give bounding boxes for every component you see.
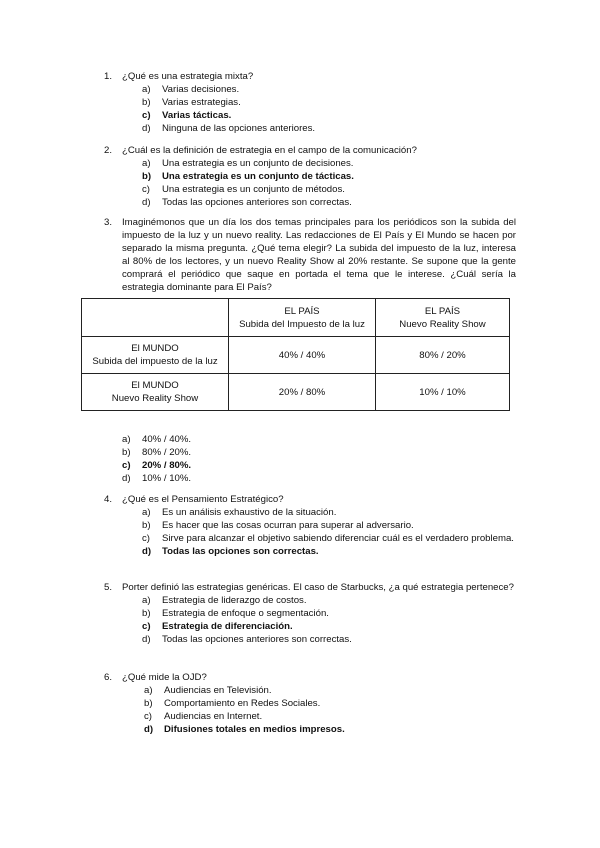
- option-d: d) Todas las opciones anteriores son correctas.: [142, 634, 352, 645]
- options-list: [142, 594, 516, 646]
- table-cell: 80% / 20%: [376, 337, 510, 374]
- table-col-header: EL PAÍS Subida del Impuesto de la luz: [229, 299, 376, 337]
- question-number: 2.: [104, 145, 113, 156]
- question-text: ¿Cuál es la definición de estrategia en el campo de la comunicación?: [122, 145, 417, 156]
- option-d-correct: d) Difusiones totales en medios impresos.: [144, 724, 345, 735]
- question-number: 1.: [104, 71, 113, 82]
- option-a: a) Es un análisis exhaustivo de la situación.: [142, 507, 337, 518]
- table-col-header: EL PAÍS Nuevo Reality Show: [376, 299, 510, 337]
- options-list: [142, 83, 516, 135]
- option-a: a) 40% / 40%.: [122, 434, 192, 445]
- option-d: d) Todas las opciones anteriores son correctas.: [142, 197, 352, 208]
- table-row-header: El MUNDO Subida del impuesto de la luz: [82, 337, 229, 374]
- option-c: c) Audiencias en Internet.: [144, 711, 263, 722]
- table-row: [82, 337, 510, 374]
- table-corner-cell: [82, 299, 229, 337]
- question-2: [104, 144, 516, 209]
- options-list: [142, 506, 516, 558]
- option-b: b) Es hacer que las cosas ocurran para superar al adversario.: [142, 520, 414, 531]
- question-6: [104, 671, 516, 736]
- option-d: d) Ninguna de las opciones anteriores.: [142, 123, 316, 134]
- table-row: [82, 374, 510, 411]
- option-b: b) Comportamiento en Redes Sociales.: [144, 698, 321, 709]
- option-d: d) 10% / 10%.: [122, 473, 192, 484]
- question-number: 6.: [104, 672, 113, 683]
- table-cell: 10% / 10%: [376, 374, 510, 411]
- question-number: 4.: [104, 494, 113, 505]
- table-cell: 20% / 80%: [229, 374, 376, 411]
- option-a: a) Estrategia de liderazgo de costos.: [142, 595, 307, 606]
- question-text: Imaginémonos que un día los dos temas principales para los periódicos son la subida del impuesto de la luz y un nuevo reality. Las redacciones de El País y El Mundo se hacen por separado la misma pregunta. ¿Qué tema elegir? La subida del impuesto de la luz, interesa al 80% de los lectores, y un nuevo Reality Show al 20% restante. Se supone que la gente comprará el periódico que saque en portada el tema que le interese. ¿Cuál sería la estrategia dominante para El País?: [122, 217, 516, 293]
- question-number: 5.: [104, 582, 113, 593]
- question-3-options: [104, 433, 516, 485]
- table-row-header: El MUNDO Nuevo Reality Show: [82, 374, 229, 411]
- question-5: [104, 581, 516, 646]
- option-c-correct: c) 20% / 80%.: [122, 460, 192, 471]
- option-c: c) Una estrategia es un conjunto de métodos.: [142, 184, 345, 195]
- question-3: [104, 216, 516, 294]
- question-text: ¿Qué es el Pensamiento Estratégico?: [122, 494, 284, 505]
- option-a: a) Audiencias en Televisión.: [144, 685, 272, 696]
- table-cell: 40% / 40%: [229, 337, 376, 374]
- options-list: [122, 433, 516, 485]
- question-text: ¿Qué mide la OJD?: [122, 672, 207, 683]
- option-d-correct: d) Todas las opciones son correctas.: [142, 546, 319, 557]
- option-c: c) Sirve para alcanzar el objetivo sabiendo diferenciar cuál es el verdadero problema.: [142, 533, 514, 544]
- option-b: b) 80% / 20%.: [122, 447, 192, 458]
- options-list: [142, 157, 516, 209]
- option-b: b) Estrategia de enfoque o segmentación.: [142, 608, 329, 619]
- question-1: [104, 70, 516, 135]
- table-header-row: [82, 299, 510, 337]
- question-text: ¿Qué es una estrategia mixta?: [122, 71, 254, 82]
- question-text: Porter definió las estrategias genéricas. El caso de Starbucks, ¿a qué estrategia pertenece?: [122, 582, 514, 593]
- question-4: [104, 493, 516, 558]
- question-number: 3.: [104, 217, 113, 228]
- option-c-correct: c) Varias tácticas.: [142, 110, 232, 121]
- options-list: [144, 684, 516, 736]
- option-b-correct: b) Una estrategia es un conjunto de tácticas.: [142, 171, 354, 182]
- option-a: a) Una estrategia es un conjunto de decisiones.: [142, 158, 354, 169]
- option-b: b) Varias estrategias.: [142, 97, 241, 108]
- option-a: a) Varias decisiones.: [142, 84, 240, 95]
- option-c-correct: c) Estrategia de diferenciación.: [142, 621, 293, 632]
- payoff-table: [81, 298, 510, 411]
